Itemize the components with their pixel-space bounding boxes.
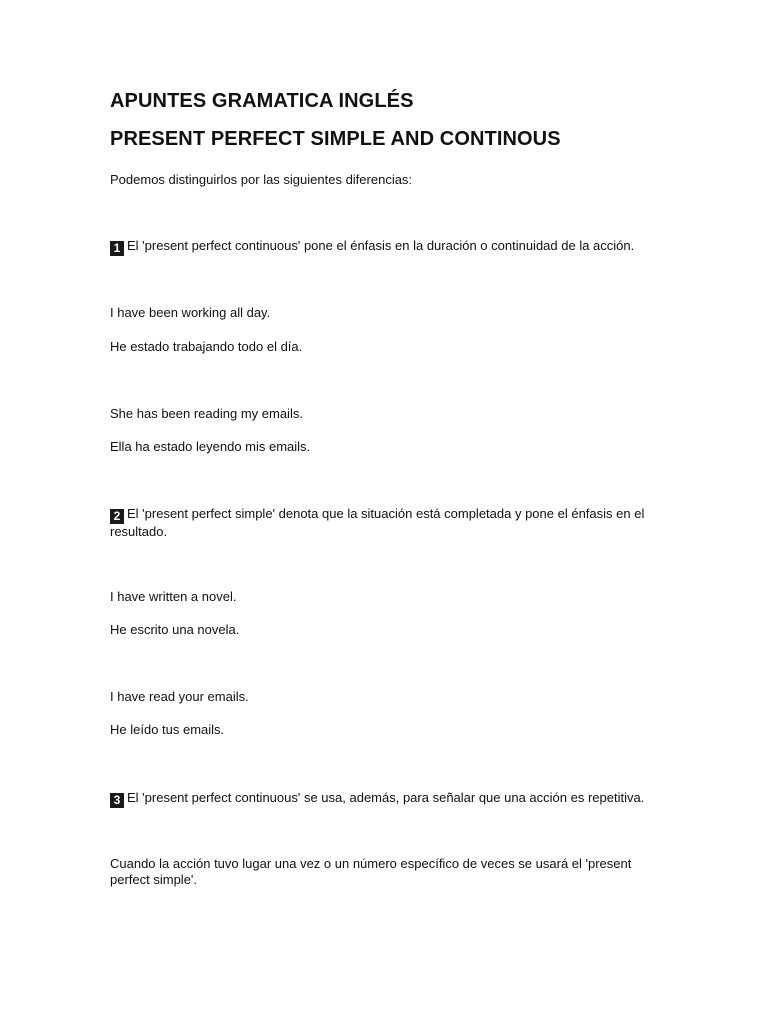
rule-1 xyxy=(110,238,655,256)
rule-number-badge: 3 xyxy=(110,793,124,808)
intro-paragraph: Podemos distinguirlos por las siguientes diferencias: xyxy=(110,172,413,187)
example-spanish: He estado trabajando todo el día. xyxy=(110,339,303,354)
document-subtitle: PRESENT PERFECT SIMPLE AND CONTINOUS xyxy=(110,128,561,150)
example-spanish: He leído tus emails. xyxy=(110,722,225,737)
rule-2 xyxy=(110,506,655,540)
rule-number-badge: 1 xyxy=(110,241,124,256)
closing-paragraph: Cuando la acción tuvo lugar una vez o un número específico de veces se usará el 'present perfect simple'. xyxy=(110,856,632,887)
rule-number-badge: 2 xyxy=(110,509,124,524)
example-english: I have been working all day. xyxy=(110,305,271,320)
rule-text: El 'present perfect continuous' pone el énfasis en la duración o continuidad de la acción. xyxy=(127,238,635,253)
example-spanish: He escrito una novela. xyxy=(110,622,240,637)
example-english: I have written a novel. xyxy=(110,589,237,604)
rule-3 xyxy=(110,790,655,808)
rule-text: El 'present perfect simple' denota que la situación está completada y pone el énfasis en el resultado. xyxy=(110,506,645,539)
example-english: I have read your emails. xyxy=(110,689,249,704)
rule-text: El 'present perfect continuous' se usa, además, para señalar que una acción es repetitiva. xyxy=(127,790,645,805)
example-spanish: Ella ha estado leyendo mis emails. xyxy=(110,439,311,454)
example-english: She has been reading my emails. xyxy=(110,406,303,421)
document-title: APUNTES GRAMATICA INGLÉS xyxy=(110,90,414,112)
